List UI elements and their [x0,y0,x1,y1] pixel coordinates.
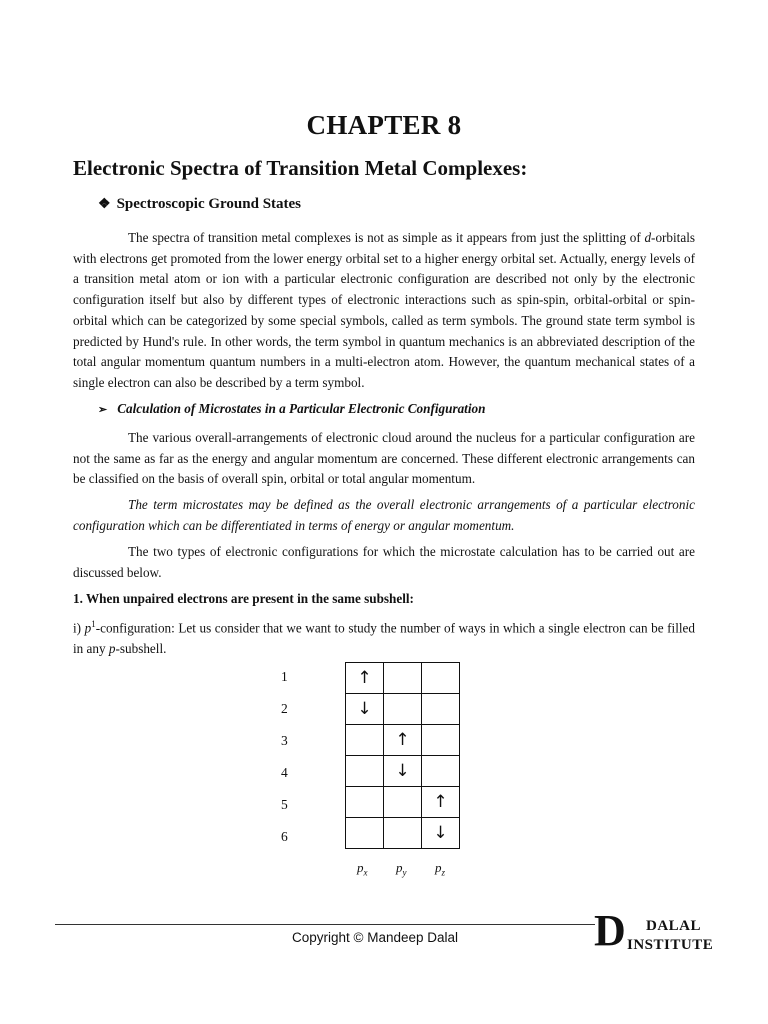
table-row [346,725,460,756]
logo-line-2: INSTITUTE [627,937,714,953]
table-row [346,818,460,849]
row-number: 3 [281,733,288,748]
orbital-label-py [396,860,407,878]
table-cell [346,756,384,787]
table-cell [384,787,422,818]
para1-text-2: -orbitals with electrons get promoted from the lower energy orbital set to a higher energy orbital set. Actually, energy levels of a transition metal atom or ion with a particular electronic configuration are described not only by the electronic configuration itself but also by different types of electronic interactions such as spin-spin, orbital-orbital or spin-orbital which can be categorized by some special symbols, called as term symbols. The ground state term symbol is predicted by Hund's rule. In other words, the term symbol in quantum mechanics is an abbreviated description of the total angular momentum quantum numbers in a multi-electron atom. However, the quantum mechanical states of a single electron can also be described by a term symbol. [73,230,695,390]
para4-text: The two types of electronic configurations for which the microstate calculation has to be carried out are discussed below. [73,544,695,580]
row-number: 6 [281,829,288,844]
p-superscript: 1 [91,619,96,629]
section-heading-text: Spectroscopic Ground States [116,196,302,212]
orbital-subscript: z [441,867,446,878]
paragraph-microstates [73,428,695,490]
logo-line-1: DALAL [646,918,702,934]
diamond-bullet-icon: ❖ [98,197,111,212]
copyright-text: Copyright © Mandeep Dalal [292,930,459,945]
table-cell [384,694,422,725]
row-number: 1 [281,669,288,684]
dalal-institute-logo [594,906,724,960]
para1-emphasis: d [644,230,652,245]
paragraph-p1-configuration [73,614,695,660]
arrowhead-bullet-icon: ➢ [98,403,108,416]
chapter-heading: CHAPTER 8 [306,110,462,140]
microstate-table [345,662,460,849]
table-row [346,787,460,818]
orbital-base: p [396,860,403,875]
subsection-heading-text: Calculation of Microstates in a Particular Electronic Configuration [117,401,486,416]
section-heading [98,196,301,213]
para3-text: The term microstates may be defined as the overall electronic arrangements of a particular electronic configuration which can be differentiated in terms of energy or angular momentum. [73,497,695,533]
table-cell: ↑ [422,787,460,818]
table-cell [422,694,460,725]
paragraph-definition [73,495,695,536]
row-number: 2 [281,701,288,716]
paragraph-intro [73,228,695,394]
para1-text-1: The spectra of transition metal complexes is not as simple as it appears from just the splitting of [128,230,645,245]
table-cell: ↓ [346,694,384,725]
table-cell: ↓ [384,756,422,787]
orbital-subscript: y [402,867,407,878]
table-cell [384,818,422,849]
table-cell [346,818,384,849]
table-cell: ↓ [422,818,460,849]
para5-text-2: -subshell. [115,641,167,657]
footer-divider [55,924,595,925]
orbital-base: p [435,860,442,875]
table-row [346,756,460,787]
row-number: 4 [281,765,288,780]
para2-text: The various overall-arrangements of electronic cloud around the nucleus for a particular configuration are not the same as far as the energy and angular momentum are concerned. These different electronic arrangements can be classified on the basis of overall spin, orbital or total angular momentum. [73,430,695,487]
table-cell [384,663,422,694]
paragraph-types [73,542,695,583]
table-cell [346,725,384,756]
table-row [346,694,460,725]
subsection-heading [98,401,485,417]
orbital-subscript: x [363,867,368,878]
row-number: 5 [281,797,288,812]
orbital-base: p [357,860,364,875]
para5-prefix: i) [73,620,85,636]
table-cell: ↑ [384,725,422,756]
logo-letter: D [594,906,626,955]
table-cell [422,756,460,787]
orbital-label-pz [435,860,445,878]
table-cell [422,725,460,756]
table-cell [346,787,384,818]
para5-emphasis: p [108,641,116,657]
chapter-title: Electronic Spectra of Transition Metal Complexes: [73,156,528,180]
table-row [346,663,460,694]
table-cell [422,663,460,694]
para5-text-1: -configuration: Let us consider that we want to study the number of ways in which a single electron can be filled in any [73,620,695,657]
numbered-heading: 1. When unpaired electrons are present in the same subshell: [73,591,414,606]
p-symbol: p [84,620,92,636]
table-cell: ↑ [346,663,384,694]
orbital-label-px [357,860,368,878]
